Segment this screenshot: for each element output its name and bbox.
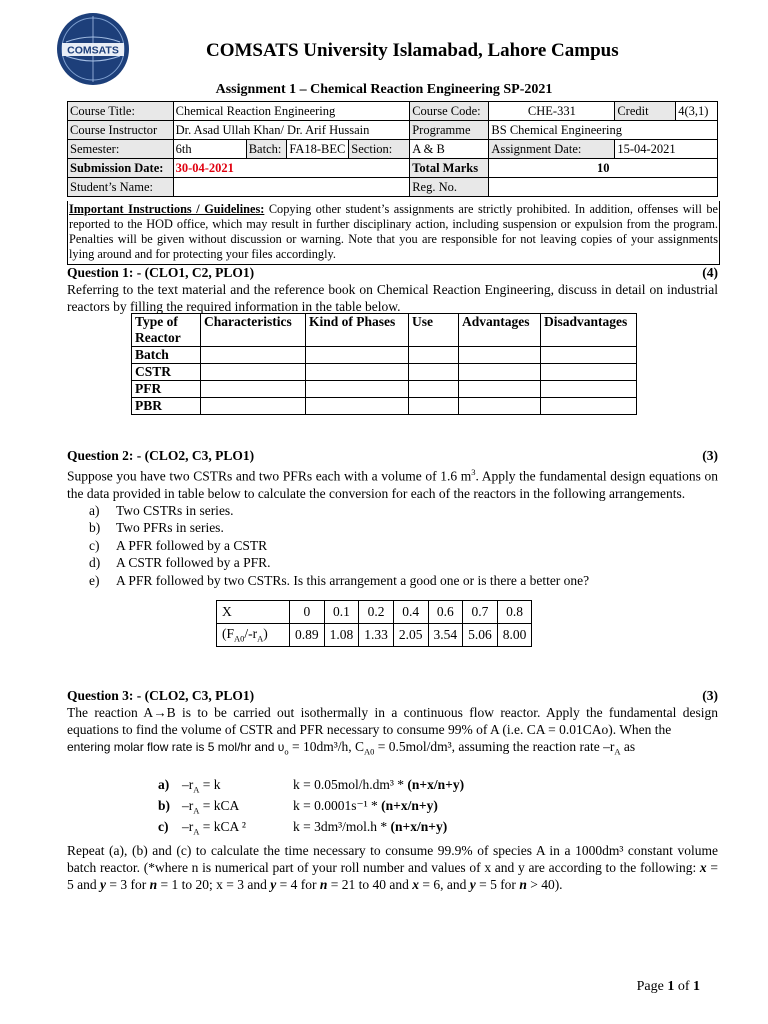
y-value: 1.08 (324, 624, 359, 647)
table-cell[interactable] (459, 364, 541, 381)
reactor-table-header: Advantages (459, 314, 541, 347)
submission-date-value: 30-04-2021 (173, 159, 410, 178)
table-cell[interactable] (409, 381, 459, 398)
q3-repeat-text: Repeat (a), (b) and (c) to calculate the time necessary to consume 99.9% of species A in a 1000dm³ constant volume batch reactor. (*where n is numerical part of your roll number and values of x and y are according to the following: x = 5 and y = 3 for n = 1 to 20; x = 3 and y = 4 for n = 21 to 40 and x = 6, and y = 5 for n > 40). (67, 843, 718, 892)
q2-text-sup: 3 (471, 467, 476, 477)
table-cell[interactable] (306, 347, 409, 364)
total-marks-value: 10 (489, 159, 718, 178)
course-info-table (67, 101, 718, 197)
list-item: a) Two CSTRs in series. (89, 502, 234, 518)
programme-value: BS Chemical Engineering (489, 121, 718, 140)
q2-arrangement-list (67, 502, 718, 590)
y-value: 3.54 (428, 624, 463, 647)
x-value: 0.7 (463, 601, 498, 624)
x-value: 0.2 (359, 601, 394, 624)
reactor-row-label: PBR (132, 398, 201, 415)
list-item: c) A PFR followed by a CSTR (89, 537, 268, 553)
reactor-table-header: Use (409, 314, 459, 347)
table-cell[interactable] (409, 398, 459, 415)
logo-text: COMSATS (67, 44, 119, 57)
semester-value: 6th (173, 140, 246, 159)
assignment-date-value: 15-04-2021 (615, 140, 718, 159)
table-cell[interactable] (306, 398, 409, 415)
list-item: e) A PFR followed by two CSTRs. Is this arrangement a good one or is there a better one? (89, 572, 590, 588)
university-logo (56, 12, 130, 86)
x-value: 0.8 (497, 601, 532, 624)
x-value: 0.6 (428, 601, 463, 624)
list-item: b) $-r_A$ = kCA k = 0.0001s⁻¹ * (n+x/n+y) (158, 798, 438, 816)
page-footer: Page 1 of 1 (636, 979, 700, 994)
reactor-row-label: CSTR (132, 364, 201, 381)
q3-heading: Question 3: - (CLO2, C3, PLO1) (67, 688, 255, 703)
y-value: 2.05 (393, 624, 428, 647)
reactor-table-header: Characteristics (201, 314, 306, 347)
reactor-table (131, 313, 637, 415)
q2-heading: Question 2: - (CLO2, C3, PLO1) (67, 448, 255, 463)
reactor-table-header: Disadvantages (541, 314, 637, 347)
batch-value: FA18-BEC (287, 140, 349, 159)
q2-marks: (3) (702, 448, 718, 463)
x-value: 0.1 (324, 601, 359, 624)
q3-marks: (3) (702, 688, 718, 703)
table-cell[interactable] (201, 398, 306, 415)
rate-law-cases (158, 777, 464, 841)
x-value: 0 (290, 601, 325, 624)
y-value: 5.06 (463, 624, 498, 647)
table-cell[interactable] (459, 398, 541, 415)
question-2 (67, 447, 718, 589)
total-marks-label: Total Marks (410, 159, 489, 178)
assignment-date-label: Assignment Date: (489, 140, 615, 159)
section-label: Section: (349, 140, 410, 159)
reactor-row-label: Batch (132, 347, 201, 364)
course-code-value: CHE-331 (489, 102, 615, 121)
list-item: a) $-r_A = k$ k = 0.05mol/h.dm³ * (n+x/n+y) (158, 777, 465, 795)
question-1 (67, 264, 718, 315)
table-cell[interactable] (409, 364, 459, 381)
course-code-label: Course Code: (410, 102, 489, 121)
table-cell[interactable] (201, 381, 306, 398)
section-value: A & B (410, 140, 489, 159)
table-cell[interactable] (541, 364, 637, 381)
table-cell[interactable] (541, 398, 637, 415)
reactor-table-header: Kind of Phases (306, 314, 409, 347)
instructions-label: Important Instructions / Guidelines: (69, 202, 265, 216)
table-cell[interactable] (541, 381, 637, 398)
university-title: COMSATS University Islamabad, Lahore Campus (206, 40, 619, 61)
batch-label: Batch: (246, 140, 287, 159)
instructor-value: Dr. Asad Ullah Khan/ Dr. Arif Hussain (173, 121, 410, 140)
table-cell[interactable] (306, 381, 409, 398)
x-value: 0.4 (393, 601, 428, 624)
instructions-text: Copying other student’s assignments are strictly prohibited. In addition, offenses will be reported to the HOD office, which may result in further disciplinary action, including suspension or expulsion from the program. Penalties will be given without discussion or warning. Note that you are responsible for not leaving copies of your assignments lying around and for protecting your files accordingly. (69, 202, 718, 261)
y-value: 1.33 (359, 624, 394, 647)
instructions-box (67, 201, 720, 265)
assignment-title: Assignment 1 – Chemical Reaction Engineering SP-2021 (215, 82, 553, 97)
credit-label: Credit (615, 102, 676, 121)
reg-no-label: Reg. No. (410, 178, 489, 197)
submission-date-label: Submission Date: (68, 159, 174, 178)
student-name-field[interactable] (173, 178, 410, 197)
reactor-row-label: PFR (132, 381, 201, 398)
student-name-label: Student’s Name: (68, 178, 174, 197)
programme-label: Programme (410, 121, 489, 140)
q2-text-part: Suppose you have two CSTRs and two PFRs each with a volume of 1.6 m (67, 468, 472, 484)
conversion-data-table (216, 600, 532, 647)
q2-text (67, 464, 718, 502)
table-cell[interactable] (201, 364, 306, 381)
q3-text: The reaction A→B is to be carried out isothermally in a continuous flow reactor. Apply the fundamental design equations to find the volume of CSTR and PFR necessary to consume 99% of A (i.e. CA = 0.01CAo). When the (67, 705, 718, 737)
credit-value: 4(3,1) (676, 102, 718, 121)
list-item: c) $-r_A$ = kCA ² k = 3dm³/mol.h * (n+x/n+y) (158, 819, 448, 838)
instructor-label: Course Instructor (68, 121, 174, 140)
table-cell[interactable] (201, 347, 306, 364)
reactor-table-header: Type of Reactor (132, 314, 201, 347)
fa0-ra-label: $(F_{A0}/-r_A)$ (217, 624, 290, 647)
q1-marks: (4) (702, 265, 718, 280)
y-value: 8.00 (497, 624, 532, 647)
reg-no-field[interactable] (489, 178, 718, 197)
list-item: b) Two PFRs in series. (89, 520, 224, 535)
y-value: 0.89 (290, 624, 325, 647)
q1-text: Referring to the text material and the reference book on Chemical Reaction Engineering, discuss in detail on industrial reactors by filling the required information in the table below. (67, 282, 718, 314)
table-cell[interactable] (306, 364, 409, 381)
table-cell[interactable] (459, 381, 541, 398)
question-3 (67, 687, 718, 761)
q3-text-line2: entering molar flow rate is 5 mol/hr and $\upsilon_o = 10dm^3/h$, $C_{A0} = 0.5mol/dm^3$, assuming the reaction rate $-r_A$ as (67, 739, 636, 757)
course-title-value: Chemical Reaction Engineering (173, 102, 410, 121)
list-item: d) A CSTR followed by a PFR. (89, 555, 271, 570)
course-title-label: Course Title: (68, 102, 174, 121)
table-cell[interactable] (541, 347, 637, 364)
q1-heading: Question 1: - (CLO1, C2, PLO1) (67, 265, 255, 280)
x-label: X (217, 601, 290, 624)
table-cell[interactable] (459, 347, 541, 364)
table-cell[interactable] (409, 347, 459, 364)
q2-text-part: . Apply the fundamental design equations on the data provided in table below to calculate the conversion for each of the reactors in the following arrangements. (67, 468, 718, 501)
semester-label: Semester: (68, 140, 174, 159)
